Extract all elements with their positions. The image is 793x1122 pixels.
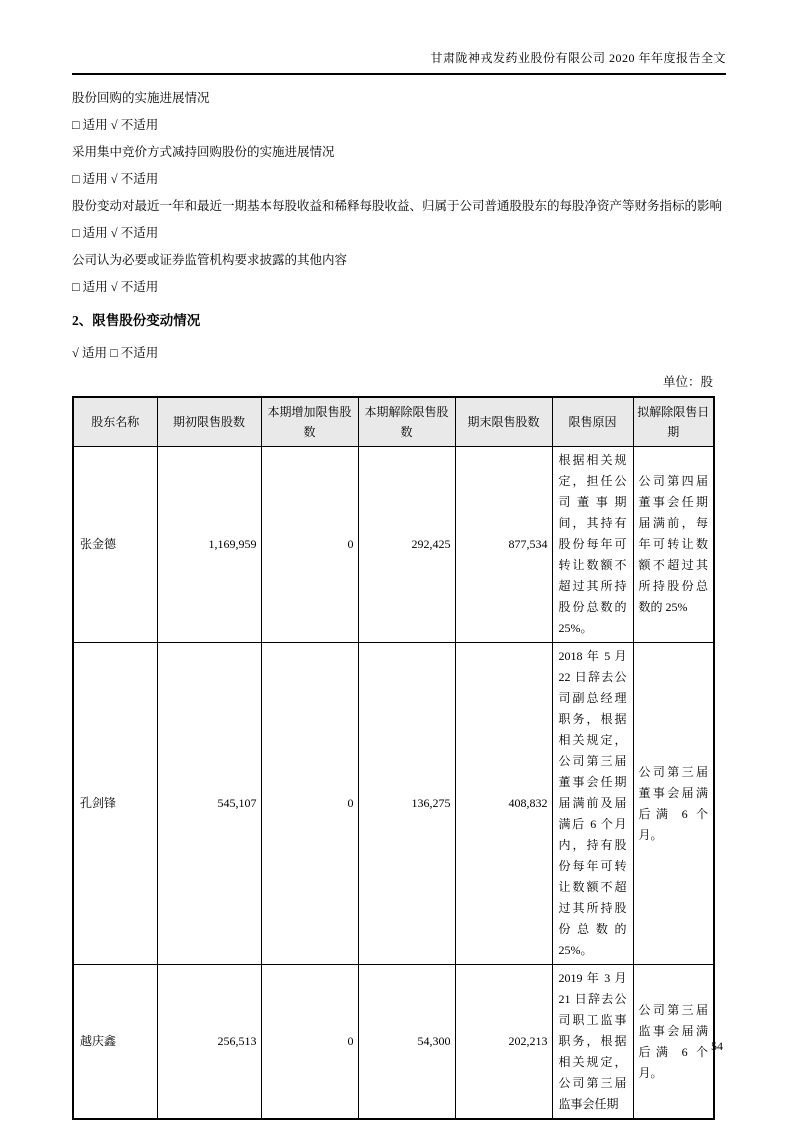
- end-restricted-cell: 408,832: [455, 643, 552, 965]
- applicability-line: □ 适用 √ 不适用: [72, 280, 159, 294]
- release-date-cell: 公司第三届监事会届满后满 6 个月。: [633, 965, 714, 1120]
- header-released-restricted: 本期解除限售股数: [358, 397, 455, 447]
- begin-restricted-cell: 1,169,959: [157, 447, 261, 643]
- page-number: 54: [711, 1039, 723, 1053]
- intro-item-label: 采用集中竞价方式减持回购股份的实施进展情况: [72, 145, 335, 159]
- table-row: [73, 447, 714, 643]
- table-row: [73, 643, 714, 965]
- report-header-title: 甘肃陇神戎发药业股份有限公司 2020 年年度报告全文: [72, 0, 726, 75]
- end-restricted-cell: 877,534: [455, 447, 552, 643]
- added-restricted-cell: 0: [261, 643, 358, 965]
- shareholder-name-cell: 张金德: [73, 447, 157, 643]
- release-date-cell: 公司第三届董事会届满后满 6 个月。: [633, 643, 714, 965]
- unit-label: 单位：股: [662, 375, 713, 389]
- applicability-line: □ 适用 √ 不适用: [72, 226, 159, 240]
- begin-restricted-cell: 256,513: [157, 965, 261, 1120]
- header-restriction-reason: 限售原因: [552, 397, 633, 447]
- section-heading: 2、限售股份变动情况: [72, 313, 201, 328]
- added-restricted-cell: 0: [261, 447, 358, 643]
- added-restricted-cell: 0: [261, 965, 358, 1120]
- released-restricted-cell: 136,275: [358, 643, 455, 965]
- table-row: [73, 965, 714, 1120]
- intro-item-label: 公司认为必要或证券监管机构要求披露的其他内容: [72, 253, 348, 267]
- begin-restricted-cell: 545,107: [157, 643, 261, 965]
- applicability-line: □ 适用 √ 不适用: [72, 118, 159, 132]
- page-content: [72, 0, 726, 1120]
- intro-section: [72, 75, 726, 301]
- applicability-line: √ 适用 □ 不适用: [72, 346, 159, 360]
- end-restricted-cell: 202,213: [455, 965, 552, 1120]
- table-header-row: [73, 397, 714, 447]
- restriction-reason-cell: 2019 年 3 月 21 日辞去公司职工监事职务，根据相关规定，公司第三届监事会任期: [552, 965, 633, 1120]
- released-restricted-cell: 54,300: [358, 965, 455, 1120]
- applicability-line: □ 适用 √ 不适用: [72, 172, 159, 186]
- header-shareholder-name: 股东名称: [73, 397, 157, 447]
- header-end-restricted: 期末限售股数: [455, 397, 552, 447]
- shareholder-name-cell: 越庆鑫: [73, 965, 157, 1120]
- intro-item-label: 股份变动对最近一年和最近一期基本每股收益和稀释每股收益、归属于公司普通股股东的每股净资产等财务指标的影响: [72, 199, 723, 213]
- restriction-reason-cell: 2018 年 5 月 22 日辞去公司副总经理职务，根据相关规定，公司第三届董事会任期届满前及届满后 6 个月内，持有股份每年可转让数额不超过其所持股份总数的25%。: [552, 643, 633, 965]
- header-release-date: 拟解除限售日期: [633, 397, 714, 447]
- header-begin-restricted: 期初限售股数: [157, 397, 261, 447]
- header-added-restricted: 本期增加限售股数: [261, 397, 358, 447]
- restricted-shares-table: [72, 396, 715, 1120]
- restriction-reason-cell: 根据相关规定，担任公司董事期间，其持有股份每年可转让数额不超过其所持股份总数的25%。: [552, 447, 633, 643]
- shareholder-name-cell: 孔剑锋: [73, 643, 157, 965]
- released-restricted-cell: 292,425: [358, 447, 455, 643]
- release-date-cell: 公司第四届董事会任期届满前，每年可转让数额不超过其所持股份总数的 25%: [633, 447, 714, 643]
- intro-item-label: 股份回购的实施进展情况: [72, 91, 210, 105]
